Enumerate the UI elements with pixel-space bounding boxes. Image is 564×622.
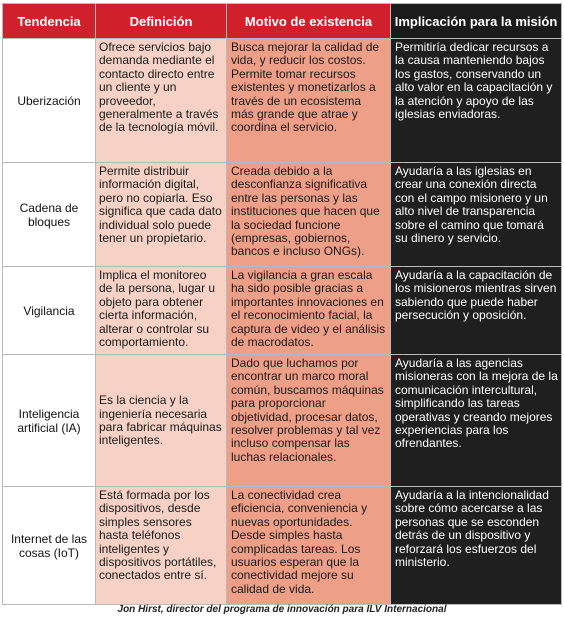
implicacion-cell: Ayudaría a las iglesias en crear una conexión directa con el campo misionero y un alto nivel de transparencia sobre el camino que tomará su dinero y servicio. <box>391 163 562 267</box>
header-tendencia: Tendencia <box>3 4 96 39</box>
table-caption: Jon Hirst, director del programa de innovación para ILV Internacional <box>117 604 447 615</box>
table-header-row <box>3 4 562 39</box>
header-definicion: Definición <box>96 4 227 39</box>
definicion-cell: Implica el monitoreo de la persona, lugar u objeto para obtener cierta información, alterar o controlar su comportamiento. <box>96 267 227 355</box>
motivo-cell: Dado que luchamos por encontrar un marco moral común, buscamos máquinas para proporcionar objetividad, procesar datos, resolver problemas y tal vez incluso compensar las luchas relacionales. <box>227 355 391 487</box>
motivo-cell: La vigilancia a gran escala ha sido posible gracias a importantes innovaciones en el reconocimiento facial, la captura de video y el análisis de macrodatos. <box>227 267 391 355</box>
tendencia-cell: Cadena de bloques <box>3 163 96 267</box>
definicion-cell: Es la ciencia y la ingeniería necesaria para fabricar máquinas inteligentes. <box>96 355 227 487</box>
tendencia-cell: Vigilancia <box>3 267 96 355</box>
tendencia-cell: Inteligencia artificial (IA) <box>3 355 96 487</box>
tendencia-cell: Internet de las cosas (IoT) <box>3 487 96 605</box>
implicacion-cell: Ayudaría a la capacitación de los misioneros mientras sirven sabiendo que puede haber persecución y oposición. <box>391 267 562 355</box>
motivo-cell: Busca mejorar la calidad de vida, y reducir los costos. Permite tomar recursos existentes y monetizarlos a través de un ecosistema más grande que atrae y coordina el servicio. <box>227 39 391 163</box>
header-implicacion: Implicación para la misión <box>391 4 562 39</box>
table-row <box>3 163 562 267</box>
motivo-cell: La conectividad crea eficiencia, conveniencia y nuevas oportunidades. Desde simples hasta complicadas tareas. Los usuarios esperan que la conectividad mejore su calidad de vida. <box>227 487 391 605</box>
table-row <box>3 355 562 487</box>
implicacion-cell: Permitiría dedicar recursos a la causa manteniendo bajos los gastos, conservando un alto valor en la capacitación y la atención y apoyo de las iglesias enviadoras. <box>391 39 562 163</box>
table-row <box>3 487 562 605</box>
definicion-cell: Ofrece servicios bajo demanda mediante el contacto directo entre un cliente y un proveedor, generalmente a través de la tecnología móvil. <box>96 39 227 163</box>
definicion-cell: Está formada por los dispositivos, desde simples sensores hasta teléfonos inteligentes y dispositivos portátiles, conectados entre sí. <box>96 487 227 605</box>
tendencia-cell: Uberización <box>3 39 96 163</box>
table-row <box>3 39 562 163</box>
implicacion-cell: Ayudaría a la intencionalidad sobre cómo acercarse a las personas que se esconden detrás de un dispositivo y reforzará los esfuerzos del ministerio. <box>391 487 562 605</box>
definicion-cell: Permite distribuir información digital, pero no copiarla. Eso significa que cada dato individual solo puede tener un propietario. <box>96 163 227 267</box>
table-row <box>3 267 562 355</box>
implicacion-cell: Ayudaría a las agencias misioneras con la mejora de la comunicación intercultural, simplificando las tareas operativas y creando mejores experiencias para los ofrendantes. <box>391 355 562 487</box>
trends-table <box>2 3 562 605</box>
header-motivo: Motivo de existencia <box>227 4 391 39</box>
motivo-cell: Creada debido a la desconfianza significativa entre las personas y las instituciones que hacen que la sociedad funcione (empresas, gobiernos, bancos e incluso ONGs). <box>227 163 391 267</box>
